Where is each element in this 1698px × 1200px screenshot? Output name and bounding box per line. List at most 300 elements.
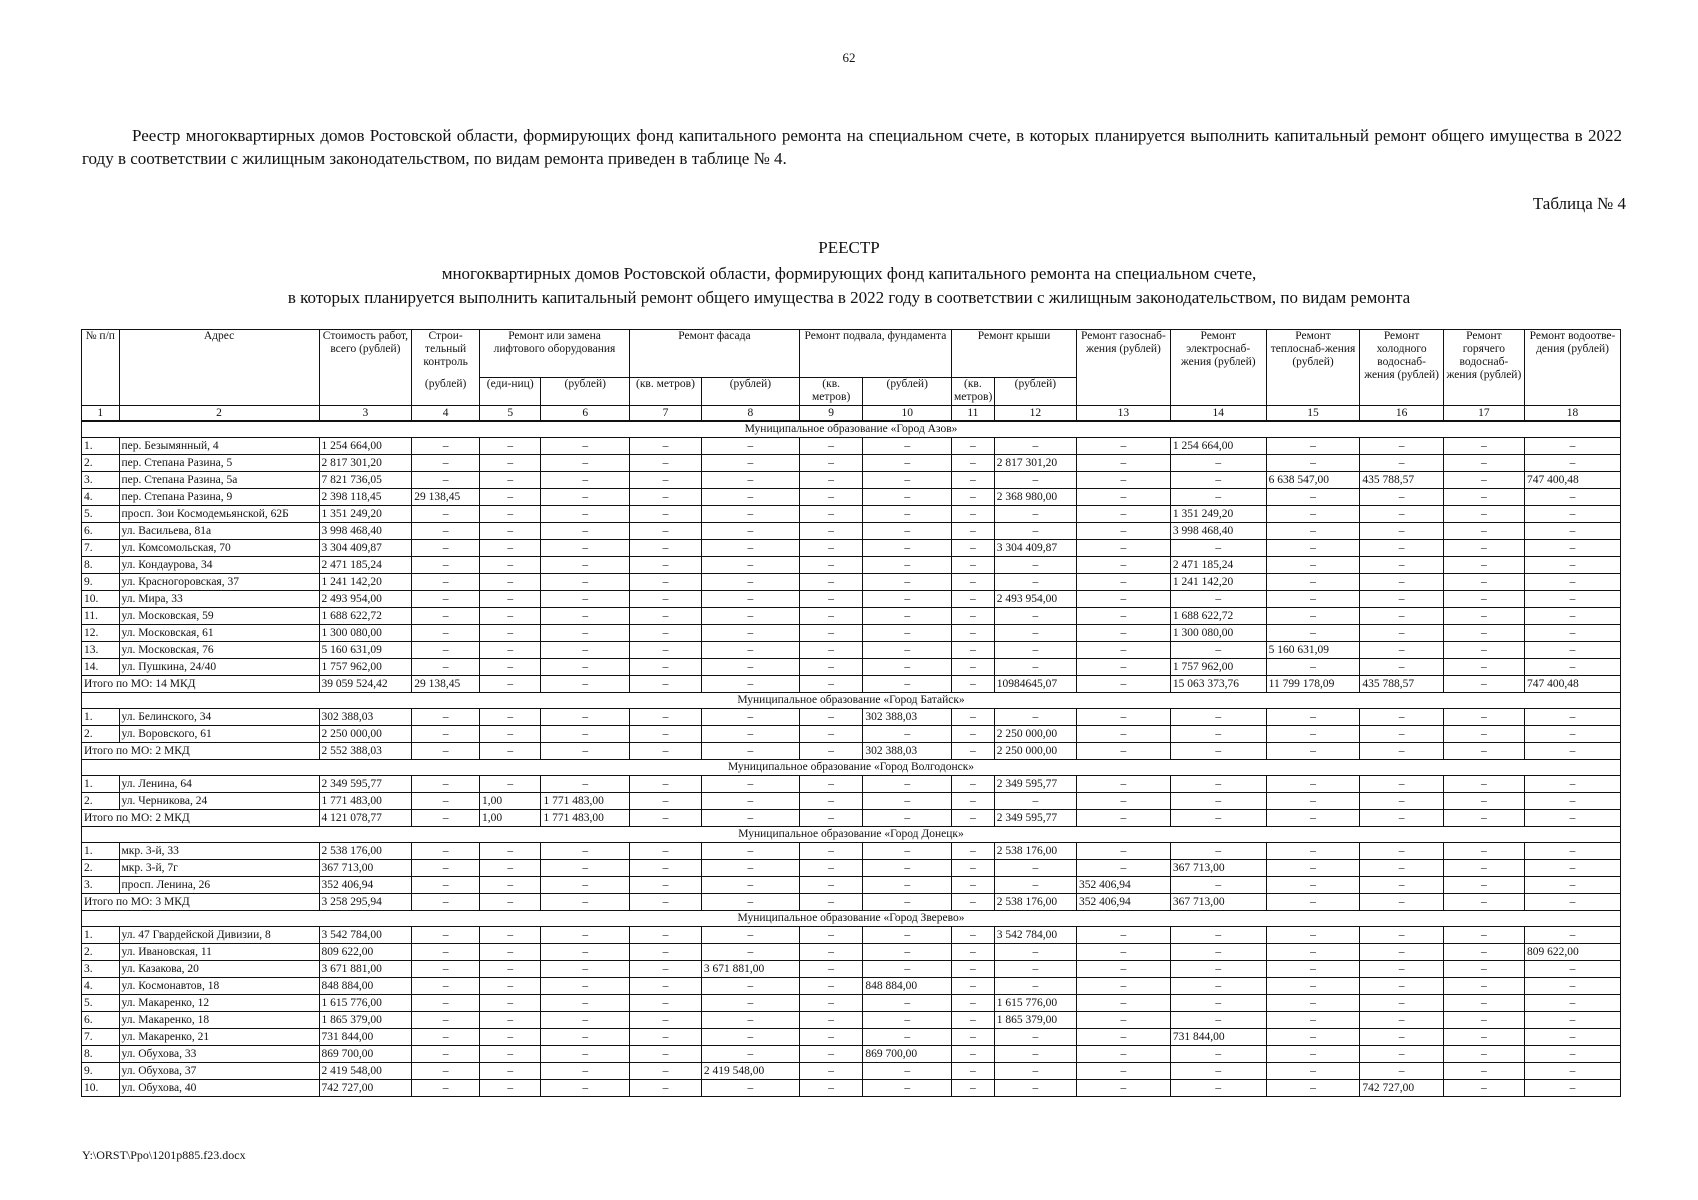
value-cell: – [994,1080,1076,1097]
value-cell: – [541,506,630,523]
row-number: 4. [82,978,120,995]
value-cell: 2 349 595,77 [994,776,1076,793]
address-cell: ул. Московская, 76 [119,642,319,659]
value-cell: – [1443,709,1524,726]
value-cell: – [1170,1012,1266,1029]
value-cell: – [541,574,630,591]
value-cell: – [541,489,630,506]
value-cell: – [799,793,863,810]
value-cell: – [1360,574,1443,591]
value-cell: – [799,843,863,860]
row-number: 2. [82,860,120,877]
value-cell: – [863,1029,952,1046]
value-cell: – [952,1063,995,1080]
value-cell: – [630,793,702,810]
value-cell: – [630,472,702,489]
total-value: 352 406,94 [1077,894,1171,911]
address-cell: ул. Московская, 59 [119,608,319,625]
value-cell: – [1077,489,1171,506]
value-cell: – [541,1063,630,1080]
value-cell: – [1077,438,1171,455]
row-number: 2. [82,793,120,810]
value-cell: – [1360,1012,1443,1029]
value-cell: – [952,877,995,894]
value-cell: – [1077,455,1171,472]
value-cell: – [630,1012,702,1029]
value-cell: 1 688 622,72 [1170,608,1266,625]
value-cell: 809 622,00 [1525,944,1621,961]
value-cell: 2 250 000,00 [319,726,412,743]
value-cell: – [1443,1080,1524,1097]
value-cell: – [1525,709,1621,726]
value-cell: – [1266,944,1360,961]
value-cell: – [1525,927,1621,944]
address-cell: ул. Казакова, 20 [119,961,319,978]
value-cell: – [863,591,952,608]
value-cell: – [1170,709,1266,726]
value-cell: – [1170,489,1266,506]
value-cell: – [863,523,952,540]
value-cell: 1 865 379,00 [319,1012,412,1029]
value-cell: – [412,557,480,574]
value-cell: – [952,995,995,1012]
value-cell: – [1077,961,1171,978]
value-cell: – [630,591,702,608]
total-value: – [412,810,480,827]
value-cell: 2 419 548,00 [319,1063,412,1080]
total-value: – [701,810,799,827]
value-cell: – [701,489,799,506]
value-cell: – [1077,540,1171,557]
header-hot-water: Ремонт горячего водоснаб-жения (рублей) [1443,330,1524,406]
total-label: Итого по МО: 2 МКД [82,810,320,827]
address-cell: ул. Кондаурова, 34 [119,557,319,574]
value-cell: – [630,642,702,659]
value-cell: – [1077,927,1171,944]
total-value: 747 400,48 [1525,676,1621,693]
value-cell: – [952,927,995,944]
value-cell: – [994,961,1076,978]
row-number: 9. [82,574,120,591]
value-cell: – [1077,506,1171,523]
value-cell: – [1443,1029,1524,1046]
municipality-row [82,760,1621,776]
value-cell: 869 700,00 [319,1046,412,1063]
value-cell: – [1170,1063,1266,1080]
value-cell: 2 817 301,20 [994,455,1076,472]
total-value: – [1443,810,1524,827]
row-number: 3. [82,472,120,489]
value-cell: – [863,1080,952,1097]
value-cell: – [630,944,702,961]
value-cell: – [1077,642,1171,659]
table-row [82,860,1621,877]
municipality-title: Муниципальное образование «Город Зверево» [82,911,1621,927]
value-cell: – [994,860,1076,877]
municipality-title: Муниципальное образование «Город Азов» [82,421,1621,438]
value-cell: 1 757 962,00 [319,659,412,676]
value-cell: – [863,776,952,793]
value-cell: – [994,659,1076,676]
value-cell: 869 700,00 [863,1046,952,1063]
value-cell: – [1525,726,1621,743]
value-cell: 809 622,00 [319,944,412,961]
value-cell: – [1443,961,1524,978]
value-cell: 5 160 631,09 [1266,642,1360,659]
row-number: 12. [82,625,120,642]
register-subtitle-line-2: в которых планируется выполнить капитальный ремонт общего имущества в 2022 году в соответствии с жилищным законодательством, по видам ремонта [287,288,1411,307]
value-cell: – [412,523,480,540]
row-number: 7. [82,540,120,557]
value-cell: – [541,1029,630,1046]
header-elevator: Ремонт или замена лифтового оборудования [479,330,629,378]
value-cell: – [412,1063,480,1080]
value-cell: – [799,776,863,793]
value-cell: – [701,776,799,793]
value-cell: – [479,642,540,659]
address-cell: ул. Белинского, 34 [119,709,319,726]
value-cell: – [799,961,863,978]
row-number: 13. [82,642,120,659]
table-body [82,421,1621,1097]
value-cell: 29 138,45 [412,489,480,506]
value-cell: 2 419 548,00 [701,1063,799,1080]
value-cell: – [863,625,952,642]
value-cell: – [630,1029,702,1046]
value-cell: – [412,540,480,557]
municipality-row [82,827,1621,843]
value-cell: – [1077,1046,1171,1063]
value-cell: – [1077,557,1171,574]
value-cell: – [701,591,799,608]
value-cell: 1 241 142,20 [1170,574,1266,591]
value-cell: – [541,438,630,455]
value-cell: – [863,455,952,472]
table-row [82,523,1621,540]
value-cell: – [1443,472,1524,489]
value-cell: – [479,506,540,523]
address-cell: пер. Степана Разина, 9 [119,489,319,506]
total-value: – [1077,743,1171,760]
row-number: 8. [82,557,120,574]
value-cell: 2 471 185,24 [319,557,412,574]
value-cell: – [994,574,1076,591]
value-cell: – [1525,608,1621,625]
header-basement-rubles: (рублей) [863,378,952,406]
value-cell: – [1360,927,1443,944]
value-cell: – [863,995,952,1012]
row-number: 10. [82,1080,120,1097]
value-cell: – [1360,625,1443,642]
address-cell: ул. Красногоровская, 37 [119,574,319,591]
total-value: – [1077,676,1171,693]
value-cell: – [479,438,540,455]
total-row [82,743,1621,760]
value-cell: – [994,608,1076,625]
value-cell: – [541,523,630,540]
value-cell: – [630,726,702,743]
total-value: 1 771 483,00 [541,810,630,827]
value-cell: – [479,625,540,642]
value-cell: 1 254 664,00 [1170,438,1266,455]
value-cell: – [952,438,995,455]
value-cell: – [799,1029,863,1046]
total-value: – [412,743,480,760]
value-cell: – [863,860,952,877]
value-cell: – [1077,726,1171,743]
value-cell: – [1170,877,1266,894]
value-cell: 2 493 954,00 [994,591,1076,608]
total-row [82,676,1621,693]
value-cell: – [630,995,702,1012]
value-cell: – [701,523,799,540]
value-cell: 2 538 176,00 [994,843,1076,860]
value-cell: – [863,540,952,557]
total-value: 2 552 388,03 [319,743,412,760]
value-cell: – [1443,944,1524,961]
value-cell: 1 615 776,00 [319,995,412,1012]
value-cell: – [799,438,863,455]
total-value: 3 258 295,94 [319,894,412,911]
total-value: – [1360,743,1443,760]
value-cell: – [863,877,952,894]
table-row [82,438,1621,455]
value-cell: – [701,995,799,1012]
value-cell: – [1443,978,1524,995]
value-cell: – [479,1063,540,1080]
value-cell: – [1443,506,1524,523]
value-cell: – [1360,726,1443,743]
value-cell: – [1443,1046,1524,1063]
value-cell: – [799,860,863,877]
header-roof-rubles: (рублей) [994,378,1076,406]
value-cell: – [701,1012,799,1029]
row-number: 6. [82,1012,120,1029]
total-value: – [1525,894,1621,911]
value-cell: – [1525,877,1621,894]
total-value: – [799,743,863,760]
value-cell: – [1443,540,1524,557]
value-cell: – [952,793,995,810]
value-cell: – [863,659,952,676]
value-cell: – [1266,523,1360,540]
value-cell: – [1266,574,1360,591]
value-cell: – [799,995,863,1012]
value-cell: – [1266,1029,1360,1046]
row-number: 7. [82,1029,120,1046]
value-cell: – [479,1080,540,1097]
column-number: 4 [412,406,480,422]
value-cell: – [1525,1029,1621,1046]
value-cell: – [630,489,702,506]
value-cell: – [1077,843,1171,860]
total-label: Итого по МО: 2 МКД [82,743,320,760]
value-cell: – [1443,843,1524,860]
value-cell: – [952,978,995,995]
value-cell: – [701,944,799,961]
value-cell: – [1443,591,1524,608]
row-number: 1. [82,927,120,944]
value-cell: 1 254 664,00 [319,438,412,455]
value-cell: – [541,877,630,894]
value-cell: – [799,877,863,894]
value-cell: – [1170,927,1266,944]
total-value: – [479,676,540,693]
value-cell: – [630,1046,702,1063]
value-cell: – [412,944,480,961]
value-cell: – [1525,557,1621,574]
value-cell: – [412,927,480,944]
value-cell: – [479,961,540,978]
value-cell: – [1525,625,1621,642]
header-heat: Ремонт теплоснаб-жения (рублей) [1266,330,1360,406]
value-cell: – [1360,557,1443,574]
value-cell: – [541,591,630,608]
value-cell: – [1360,1063,1443,1080]
total-value: – [1077,810,1171,827]
value-cell: – [412,978,480,995]
value-cell: – [1525,1012,1621,1029]
value-cell: – [994,793,1076,810]
value-cell: 1 351 249,20 [1170,506,1266,523]
table-row [82,961,1621,978]
total-value: – [630,676,702,693]
value-cell: – [412,961,480,978]
value-cell: – [1360,642,1443,659]
value-cell: – [630,1080,702,1097]
value-cell: – [412,1012,480,1029]
value-cell: – [863,961,952,978]
value-cell: – [412,995,480,1012]
value-cell: – [1525,1063,1621,1080]
value-cell: – [952,608,995,625]
value-cell: – [1525,793,1621,810]
register-subtitle [0,262,1698,310]
value-cell: – [799,472,863,489]
value-cell: 1 771 483,00 [541,793,630,810]
table-row [82,1063,1621,1080]
value-cell: – [1077,860,1171,877]
value-cell: – [952,540,995,557]
value-cell: – [863,927,952,944]
value-cell: – [412,608,480,625]
value-cell: – [479,472,540,489]
value-cell: – [1077,995,1171,1012]
value-cell: – [479,776,540,793]
total-value: – [701,894,799,911]
address-cell: ул. Пушкина, 24/40 [119,659,319,676]
address-cell: пер. Степана Разина, 5 [119,455,319,472]
total-value: 302 388,03 [863,743,952,760]
value-cell: 1 865 379,00 [994,1012,1076,1029]
value-cell: – [863,506,952,523]
value-cell: – [952,726,995,743]
value-cell: – [799,1063,863,1080]
value-cell: – [1266,659,1360,676]
value-cell: – [701,726,799,743]
value-cell: – [701,506,799,523]
table-row [82,776,1621,793]
value-cell: – [412,642,480,659]
value-cell: – [701,608,799,625]
value-cell: 3 542 784,00 [994,927,1076,944]
column-number: 9 [799,406,863,422]
value-cell: – [994,642,1076,659]
value-cell: – [799,557,863,574]
value-cell: – [1170,642,1266,659]
value-cell: – [630,438,702,455]
table-label: Таблица № 4 [1532,194,1626,213]
value-cell: – [994,944,1076,961]
value-cell: – [541,659,630,676]
value-cell: – [863,1063,952,1080]
value-cell: – [541,978,630,995]
value-cell: – [541,642,630,659]
value-cell: – [952,557,995,574]
value-cell: 848 884,00 [319,978,412,995]
value-cell: – [1360,455,1443,472]
value-cell: 742 727,00 [1360,1080,1443,1097]
value-cell: – [479,557,540,574]
value-cell: – [863,472,952,489]
table-row [82,978,1621,995]
value-cell: – [1266,1080,1360,1097]
address-cell: просп. Зои Космодемьянской, 62Б [119,506,319,523]
value-cell: 1 771 483,00 [319,793,412,810]
value-cell: – [1077,625,1171,642]
total-value: – [701,676,799,693]
total-row [82,810,1621,827]
table-row [82,557,1621,574]
value-cell: – [630,574,702,591]
value-cell: – [799,591,863,608]
table-row [82,1012,1621,1029]
table-row [82,927,1621,944]
value-cell: – [701,978,799,995]
value-cell: 731 844,00 [319,1029,412,1046]
address-cell: ул. Макаренко, 18 [119,1012,319,1029]
value-cell: – [1525,776,1621,793]
total-value: – [799,676,863,693]
table-row [82,642,1621,659]
address-cell: ул. Васильева, 81а [119,523,319,540]
value-cell: – [1077,591,1171,608]
value-cell: – [952,659,995,676]
total-value: – [541,743,630,760]
table-row [82,489,1621,506]
value-cell: – [799,625,863,642]
value-cell: – [1443,489,1524,506]
value-cell: – [479,540,540,557]
value-cell: – [412,591,480,608]
value-cell: 747 400,48 [1525,472,1621,489]
value-cell: – [952,1012,995,1029]
value-cell: – [541,709,630,726]
value-cell: – [1525,1080,1621,1097]
value-cell: – [799,506,863,523]
value-cell: 2 817 301,20 [319,455,412,472]
value-cell: – [952,709,995,726]
value-cell: – [701,472,799,489]
value-cell: – [541,455,630,472]
value-cell: – [1170,961,1266,978]
value-cell: – [799,944,863,961]
value-cell: – [1266,540,1360,557]
value-cell: – [630,843,702,860]
value-cell: – [1266,1046,1360,1063]
value-cell: – [1266,709,1360,726]
total-value: 367 713,00 [1170,894,1266,911]
